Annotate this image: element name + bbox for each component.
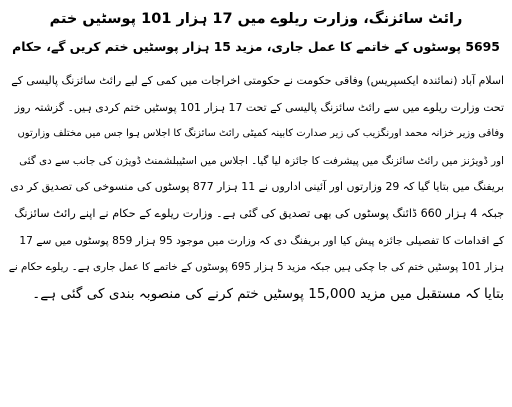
headline-line-1: رائٹ سائزنگ، وزارت ریلوے میں 17 ہزار 101 پوسٹیں ختم — [49, 11, 463, 27]
article-body — [8, 68, 504, 307]
body-line-2: تحت وزارت ریلوے میں سے رائٹ سائزنگ پالیسی کے تحت 17 ہزار 101 پوسٹیں ختم کردی ہیں۔ گزشتہ روز — [14, 100, 504, 114]
headline-line-2: 5695 پوسٹوں کے خاتمے کا عمل جاری، مزید 15 ہزار پوسٹیں ختم کریں گے، حکام — [12, 39, 500, 54]
body-line-6: جبکہ 4 ہزار 660 ڈائنگ پوسٹوں کی بھی تصدیق کی گئی ہے۔ وزارت ریلوے کے حکام نے اپنے رائٹ سائزنگ — [14, 206, 504, 220]
headline — [8, 6, 504, 60]
body-line-8: ہزار 101 پوسٹیں ختم کی جا چکی ہیں جبکہ مزید 5 ہزار 695 پوسٹوں کے خاتمے کا عمل جاری ہے۔ ریلوے حکام نے — [8, 261, 504, 274]
body-line-9: بتایا کہ مستقبل میں مزید 15,000 پوسٹیں ختم کرنے کی منصوبہ بندی کی گئی ہے۔ — [32, 285, 504, 302]
body-line-1: اسلام آباد (نمائندہ ایکسپریس) وفاقی حکومت نے حکومتی اخراجات میں کمی کے لیے رائٹ سائزنگ پالیسی کے — [11, 74, 504, 87]
body-line-5: بریفنگ میں بتایا گیا کہ 29 وزارتوں اور آئینی اداروں نے 11 ہزار 877 پوسٹوں کی منسوخی کی تصدیق کر دی — [10, 180, 504, 194]
body-line-4: اور ڈویژنز میں رائٹ سائزنگ میں پیشرفت کا جائزہ لیا گیا۔ اجلاس میں اسٹیبلشمنٹ ڈویژن کی جانب سے دی گئی — [19, 154, 504, 167]
body-line-3: وفاقی وزیر خزانہ محمد اورنگزیب کی زیر صدارت کابینہ کمیٹی رائٹ سائزنگ کا اجلاس ہوا جس میں مختلف وزارتوں — [17, 128, 504, 140]
body-line-7: کے اقدامات کا تفصیلی جائزہ پیش کیا اور بریفنگ دی کہ وزارت میں موجود 95 ہزار 859 پوسٹوں میں سے 17 — [19, 234, 504, 247]
